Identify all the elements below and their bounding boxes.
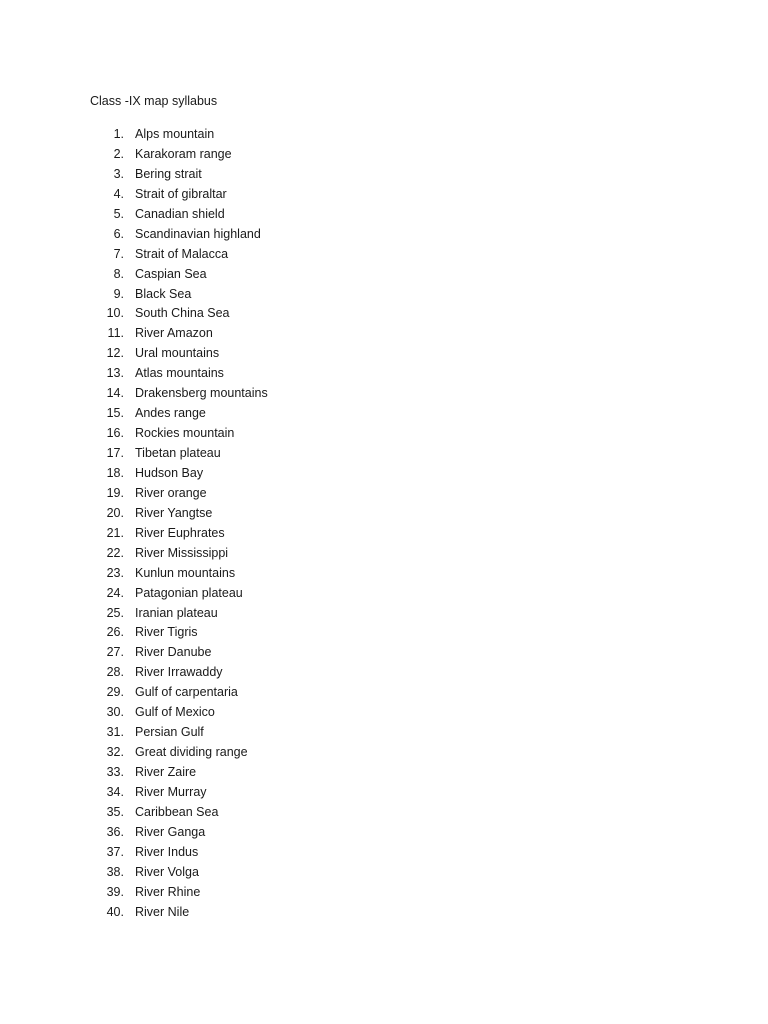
list-item-text: River Amazon <box>135 326 213 341</box>
list-item-text: Canadian shield <box>135 206 225 221</box>
list-item-text: Persian Gulf <box>135 725 204 740</box>
list-item-text: Strait of Malacca <box>135 246 229 261</box>
list-item-number: 37. <box>106 844 124 859</box>
list-item-number: 7. <box>113 246 124 261</box>
list-item-text: Drakensberg mountains <box>135 386 268 401</box>
list-item-number: 34. <box>106 784 124 799</box>
list-item-number: 14. <box>106 386 124 401</box>
list-item-number: 19. <box>106 485 124 500</box>
list-item-number: 28. <box>106 665 124 680</box>
list-item-text: River Rhine <box>135 884 201 899</box>
list-item-text: River Zaire <box>135 765 197 779</box>
list-item-text: South China Sea <box>135 306 230 321</box>
list-item-text: Patagonian plateau <box>135 585 243 600</box>
list-item-number: 21. <box>106 525 124 540</box>
list-item-number: 36. <box>106 824 124 839</box>
list-item-text: Caribbean Sea <box>135 804 219 819</box>
list-item-number: 10. <box>106 306 124 321</box>
list-item-number: 29. <box>106 685 124 700</box>
list-item-text: Caspian Sea <box>135 266 207 281</box>
list-item-number: 17. <box>106 446 124 460</box>
list-item-text: River Irrawaddy <box>135 665 223 680</box>
list-item-number: 27. <box>106 645 124 660</box>
list-item-number: 22. <box>106 545 124 560</box>
list-item-text: Karakoram range <box>135 146 232 161</box>
list-item-text: Great dividing range <box>135 745 248 760</box>
list-item-text: River Ganga <box>135 824 206 839</box>
list-item-number: 32. <box>106 745 124 760</box>
list-item-number: 2. <box>113 146 124 161</box>
list-item-text: Iranian plateau <box>135 605 218 620</box>
list-item-text: Strait of gibraltar <box>135 186 227 201</box>
list-item-number: 30. <box>106 705 124 720</box>
list-item-number: 24. <box>106 585 124 600</box>
list-item-number: 18. <box>106 465 124 480</box>
list-item-number: 35. <box>106 804 124 819</box>
list-item-text: River Euphrates <box>135 525 225 540</box>
list-item-text: Kunlun mountains <box>135 565 236 580</box>
list-item-number: 13. <box>106 366 124 381</box>
list-item-number: 40. <box>106 904 124 919</box>
list-item-number: 8. <box>113 266 124 281</box>
list-item-number: 23. <box>106 565 124 580</box>
list-item-number: 15. <box>106 406 124 421</box>
list-item-text: Hudson Bay <box>135 465 204 480</box>
document-title: Class -IX map syllabus <box>90 94 218 108</box>
list-item-text: Andes range <box>135 406 206 421</box>
list-item-number: 16. <box>106 426 124 441</box>
list-item-text: Ural mountains <box>135 346 220 361</box>
list-item-number: 38. <box>106 864 124 879</box>
list-item-number: 25. <box>106 605 124 620</box>
list-item-text: River Nile <box>135 904 190 919</box>
list-item-text: River Murray <box>135 784 207 799</box>
list-item-text: River Indus <box>135 844 199 859</box>
list-item-text: River orange <box>135 485 207 500</box>
list-item-number: 3. <box>113 166 124 181</box>
list-item-text: River Mississippi <box>135 545 229 560</box>
list-item-text: River Volga <box>135 864 199 879</box>
list-item-number: 6. <box>113 226 124 241</box>
list-item-number: 33. <box>106 765 124 779</box>
list-item-text: Atlas mountains <box>135 366 224 381</box>
list-item-text: Scandinavian highland <box>135 226 261 241</box>
list-item-number: 11. <box>107 326 124 341</box>
list-item-number: 4. <box>113 186 124 201</box>
list-item-text: Black Sea <box>135 286 192 301</box>
list-item-text: Alps mountain <box>135 127 215 141</box>
list-item-number: 1. <box>113 127 124 141</box>
list-item-text: Bering strait <box>135 166 202 181</box>
list-item-number: 39. <box>106 884 124 899</box>
list-item-number: 5. <box>113 206 124 221</box>
list-item-number: 20. <box>106 505 124 520</box>
list-item-text: Gulf of Mexico <box>135 705 215 720</box>
list-item-text: Tibetan plateau <box>135 446 221 460</box>
list-item-number: 26. <box>106 625 124 640</box>
list-item-text: River Danube <box>135 645 212 660</box>
list-item-text: Rockies mountain <box>135 426 235 441</box>
list-item-text: Gulf of carpentaria <box>135 685 238 700</box>
list-item-text: River Tigris <box>135 625 198 640</box>
list-item-number: 12. <box>106 346 124 361</box>
list-item-text: River Yangtse <box>135 505 213 520</box>
list-item-number: 31. <box>106 725 124 740</box>
list-item-number: 9. <box>113 286 124 301</box>
